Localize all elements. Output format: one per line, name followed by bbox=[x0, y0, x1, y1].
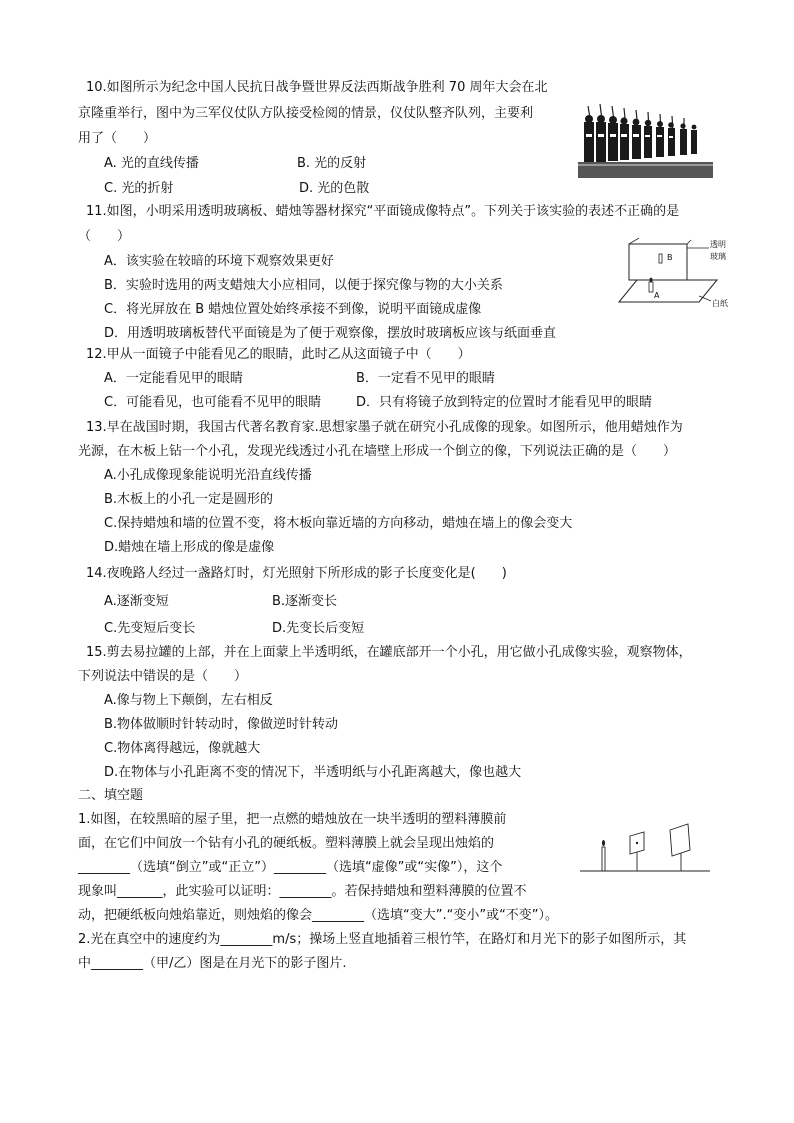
f1-line4: 现象叫_______，此实验可以证明：________。若保持蜡烛和塑料薄膜的位置不 bbox=[78, 884, 527, 899]
q15-stem-line2: 下列说法中错误的是（ ） bbox=[78, 669, 248, 684]
plane-mirror-experiment-diagram bbox=[615, 238, 735, 310]
q12-option-d: D．只有将镜子放到特定的位置时才能看见甲的眼睛 bbox=[356, 395, 653, 410]
f1-line3: ________（选填“倒立”或“正立”）________（选填“虚像”或“实像”），这个 bbox=[78, 860, 503, 875]
glass-label-1: 透明 bbox=[710, 240, 726, 249]
q12-option-a: A．一定能看见甲的眼睛 bbox=[104, 371, 243, 386]
q14-option-c: C.先变短后变长 bbox=[104, 621, 196, 636]
f2-line1: 2.光在真空中的速度约为________m/s；操场上竖直地插着三根竹竿，在路灯和月光下的影子如图所示，其 bbox=[78, 932, 687, 947]
f1-line2: 面，在它们中间放一个钻有小孔的硬纸板。塑料薄膜上就会呈现出烛焰的 bbox=[78, 836, 495, 851]
q13-option-c: C.保持蜡烛和墙的位置不变，将木板向靠近墙的方向移动，蜡烛在墙上的像会变大 bbox=[104, 516, 573, 531]
q12-option-b: B．一定看不见甲的眼睛 bbox=[356, 371, 495, 386]
q11-option-a: A．该实验在较暗的环境下观察效果更好 bbox=[104, 254, 334, 269]
q13-option-d: D.蜡烛在墙上形成的像是虚像 bbox=[104, 540, 275, 555]
candle-b-label: B bbox=[667, 253, 673, 262]
q13-option-a: A.小孔成像现象能说明光沿直线传播 bbox=[104, 468, 312, 483]
q10-stem-line1: 10.如图所示为纪念中国人民抗日战争暨世界反法西斯战争胜利 70 周年大会在北 bbox=[86, 80, 548, 95]
q15-stem-line1: 15.剪去易拉罐的上部，并在上面蒙上半透明纸，在罐底部开一个小孔，用它做小孔成像实验，观察物体， bbox=[86, 645, 692, 660]
q15-option-c: C.物体离得越远，像就越大 bbox=[104, 741, 261, 756]
q12-option-c: C．可能看见，也可能看不见甲的眼睛 bbox=[104, 395, 322, 410]
q10-option-a: A. 光的直线传播 bbox=[104, 156, 199, 171]
glass-label-2: 玻璃 bbox=[710, 252, 726, 261]
f1-line5: 动，把硬纸板向烛焰靠近，则烛焰的像会________（选填“变大”.“变小”或“不变”）。 bbox=[78, 908, 559, 923]
q10-option-b: B. 光的反射 bbox=[297, 156, 367, 171]
q11-option-b: B．实验时选用的两支蜡烛大小应相同，以便于探究像与物的大小关系 bbox=[104, 278, 503, 293]
q13-stem-line2: 光源，在木板上钻一个小孔，发现光线透过小孔在墙壁上形成一个倒立的像，下列说法正确的是（ ） bbox=[78, 444, 677, 459]
q15-option-a: A.像与物上下颠倒，左右相反 bbox=[104, 693, 273, 708]
f1-line1: 1.如图，在较黑暗的屋子里，把一点燃的蜡烛放在一块半透明的塑料薄膜前 bbox=[78, 812, 507, 827]
q13-option-b: B.木板上的小孔一定是圆形的 bbox=[104, 492, 274, 507]
q14-option-a: A.逐渐变短 bbox=[104, 594, 169, 609]
q14-stem: 14.夜晚路人经过一盏路灯时，灯光照射下所形成的影子长度变化是( ) bbox=[86, 566, 507, 581]
f2-line2: 中________（甲/乙）图是在月光下的影子图片. bbox=[78, 956, 347, 971]
q15-option-b: B.物体做顺时针转动时，像做逆时针转动 bbox=[104, 717, 339, 732]
section-title-fill-in: 二、填空题 bbox=[78, 788, 144, 803]
q14-option-b: B.逐渐变长 bbox=[272, 594, 338, 609]
q11-option-c: C．将光屏放在 B 蜡烛位置处始终承接不到像，说明平面镜成虚像 bbox=[104, 302, 482, 317]
pinhole-imaging-diagram bbox=[578, 820, 712, 876]
q10-option-c: C. 光的折射 bbox=[104, 181, 174, 196]
candle-a-label: A bbox=[654, 291, 660, 300]
q15-option-d: D.在物体与小孔距离不变的情况下，半透明纸与小孔距离越大，像也越大 bbox=[104, 765, 522, 780]
q10-stem-line2: 京隆重举行，图中为三军仪仗队方队接受检阅的情景，仪仗队整齐队列，主要利 bbox=[78, 106, 534, 121]
white-paper-label: 白纸 bbox=[712, 299, 728, 308]
q11-stem-line2: （ ） bbox=[78, 229, 131, 244]
q12-stem: 12.甲从一面镜子中能看见乙的眼睛，此时乙从这面镜子中（ ） bbox=[86, 347, 471, 362]
honor-guard-photo bbox=[578, 100, 713, 178]
q13-stem-line1: 13.早在战国时期，我国古代著名教育家.思想家墨子就在研究小孔成像的现象。如图所示，他用蜡烛作为 bbox=[86, 420, 683, 435]
q11-stem-line1: 11.如图，小明采用透明玻璃板、蜡烛等器材探究“平面镜成像特点”。下列关于该实验的表述不正确的是 bbox=[86, 204, 680, 219]
q10-option-d: D. 光的色散 bbox=[299, 181, 370, 196]
q14-option-d: D.先变长后变短 bbox=[272, 621, 365, 636]
q10-stem-line3: 用了（ ） bbox=[78, 131, 157, 146]
q11-option-d: D．用透明玻璃板替代平面镜是为了便于观察像，摆放时玻璃板应该与纸面垂直 bbox=[104, 326, 557, 341]
